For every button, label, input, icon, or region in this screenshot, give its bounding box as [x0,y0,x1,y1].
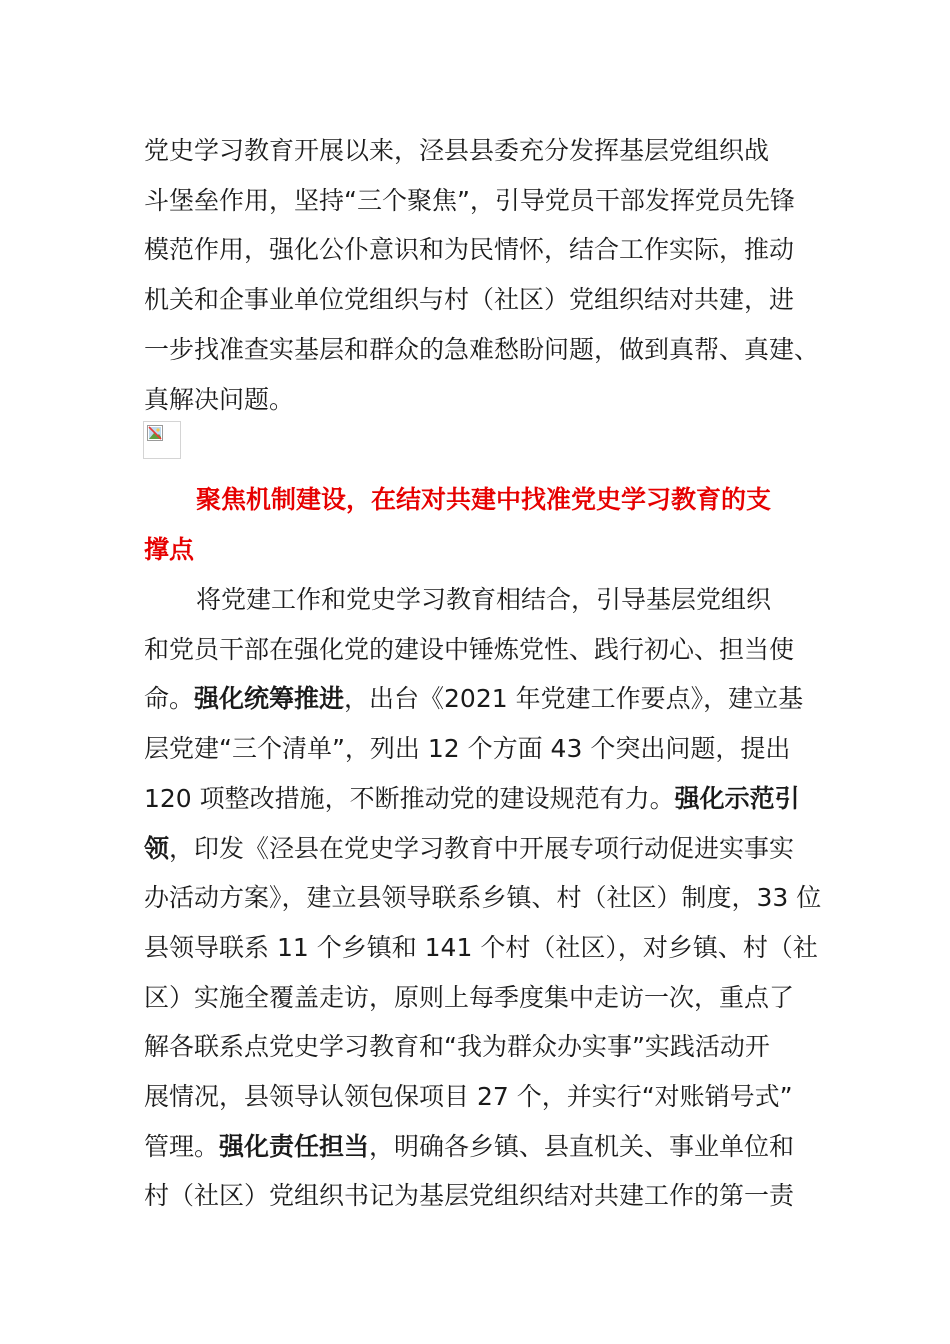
body-line-13: 村（社区）党组织书记为基层党组织结对共建工作的第一责 [144,1181,795,1210]
intro-line-4: 机关和企事业单位党组织与村（社区）党组织结对共建，进 [144,285,795,314]
image-placeholder-icon [147,425,163,441]
section-heading-line-1: 聚焦机制建设，在结对共建中找准党史学习教育的支 [196,485,772,514]
body-text: 管理。 [144,1132,220,1161]
body-text: ，明确各乡镇、县直机关、事业单位和 [369,1132,795,1161]
intro-line-6: 真解决问题。 [144,385,295,414]
body-line-4: 层党建“三个清单”，列出 12 个方面 43 个突出问题，提出 [144,734,791,763]
body-text: 120 项整改措施，不断推动党的建设规范有力。 [144,784,675,813]
body-text: 命。 [144,684,195,713]
intro-line-5: 一步找准查实基层和群众的急难愁盼问题，做到真帮、真建、 [144,335,820,364]
bold-lead-strengthen-demonstration: 强化示范引 [674,784,800,813]
bold-lead-strengthen-responsibility: 强化责任担当 [219,1132,370,1161]
body-line-12 [144,1127,834,1167]
body-line-8: 县领导联系 11 个乡镇和 141 个村（社区），对乡镇、村（社 [144,933,818,962]
intro-line-3: 模范作用，强化公仆意识和为民情怀，结合工作实际，推动 [144,235,795,264]
body-line-9: 区）实施全覆盖走访，原则上每季度集中走访一次，重点了 [144,983,795,1012]
broken-image-icon [143,421,181,459]
body-line-2: 和党员干部在强化党的建设中锤炼党性、践行初心、担当使 [144,635,795,664]
body-line-1: 将党建工作和党史学习教育相结合，引导基层党组织 [196,585,772,614]
bold-lead-continuation: 领 [144,834,170,863]
body-text: ，出台《2021 年党建工作要点》，建立基 [344,684,804,713]
body-line-11: 展情况，县领导认领包保项目 27 个，并实行“对账销号式” [144,1082,793,1111]
intro-line-1: 党史学习教育开展以来，泾县县委充分发挥基层党组织战 [144,136,770,165]
intro-line-2: 斗堡垒作用，坚持“三个聚焦”，引导党员干部发挥党员先锋 [144,186,795,215]
body-line-10: 解各联系点党史学习教育和“我为群众办实事”实践活动开 [144,1032,770,1061]
bold-lead-strengthen-coordination: 强化统筹推进 [194,684,345,713]
section-heading-line-2: 撑点 [144,535,195,564]
body-line-5 [144,779,834,819]
body-text: ，印发《泾县在党史学习教育中开展专项行动促进实事实 [169,834,795,863]
body-line-7: 办活动方案》，建立县领导联系乡镇、村（社区）制度，33 位 [144,883,822,912]
body-line-3 [144,679,834,719]
body-line-6 [144,829,834,869]
